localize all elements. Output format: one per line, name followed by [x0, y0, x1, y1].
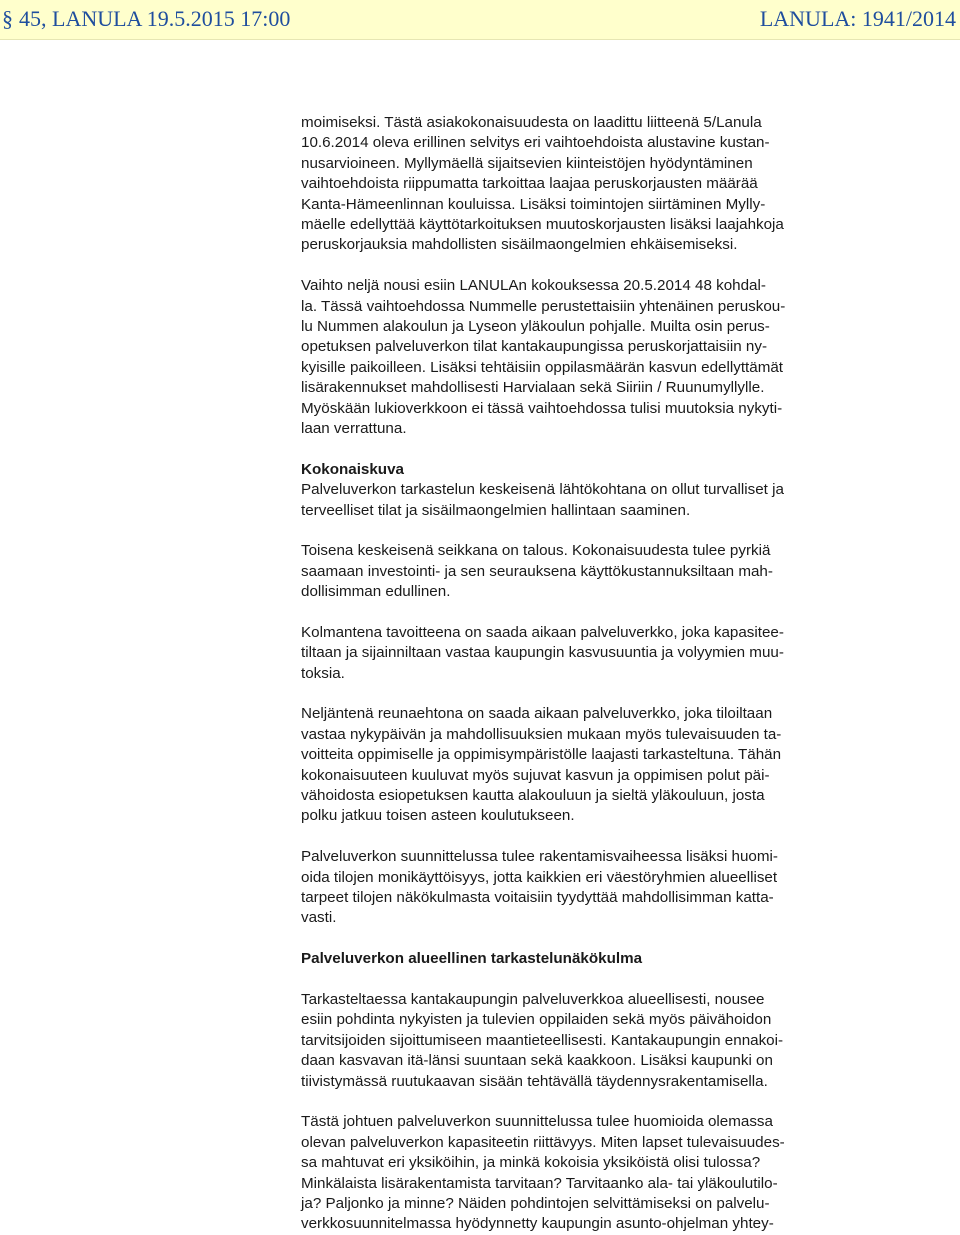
text-line: nusarvioineen. Myllymäellä sijaitsevien kiinteistöjen hyödyntäminen — [301, 154, 753, 172]
text-line: mäelle edellyttää käyttötarkoituksen muutoskorjausten lisäksi laajahkoja — [301, 216, 784, 234]
text-line: moimiseksi. Tästä asiakokonaisuudesta on laadittu liitteenä 5/Lanula — [301, 114, 762, 131]
text-line: kokonaisuuteen kuuluvat myös sujuvat kasvun ja oppimisen polut päi- — [301, 766, 770, 784]
header-left — [2, 6, 290, 32]
section-heading: Kokonaiskuva — [301, 460, 404, 478]
text-line: Palveluverkon suunnittelussa tulee rakentamisvaiheessa lisäksi huomi- — [301, 848, 778, 866]
text-line: tarpeet tilojen näkökulmasta voitaisiin tyydyttää mahdollisimman katta- — [301, 888, 774, 906]
text-line: Palveluverkon tarkastelun keskeisenä lähtökohtana on ollut turvalliset ja — [301, 481, 784, 499]
text-line: tiltaan ja sijainniltaan vastaa kaupungin kasvusuuntia ja volyymien muu- — [301, 644, 784, 662]
text-line: la. Tässä vaihtoehdossa Nummelle perustettaisiin yhtenäinen peruskou- — [301, 297, 786, 315]
text-line: Tarkasteltaessa kantakaupungin palveluverkkoa alueellisesti, nousee — [301, 990, 765, 1008]
text-line: Toisena keskeisenä seikkana on talous. Kokonaisuudesta tulee pyrkiä — [301, 542, 771, 560]
paragraph-9 — [301, 1112, 869, 1234]
text-line: Minkälaista lisärakentamista tarvitaan? Tarvitaanko ala- tai yläkoulutilo- — [301, 1174, 778, 1192]
paragraph-1 — [301, 113, 869, 256]
text-line: saamaan investointi- ja sen seurauksena käyttökustannuksiltaan mah- — [301, 562, 773, 580]
text-line: peruskorjauksia mahdollisten sisäilmaongelmien ehkäisemiseksi. — [301, 236, 738, 254]
text-line: verkkosuunnitelmassa hyödynnetty kaupungin asunto-ohjelman yhtey- — [301, 1215, 774, 1233]
page-header — [0, 0, 960, 40]
text-line: opetuksen palveluverkon tilat kantakaupungissa peruskorjattaisiin ny- — [301, 338, 768, 356]
text-line: oida tilojen monikäyttöisyys, jotta kaikkien eri väestöryhmien alueelliset — [301, 868, 778, 886]
section-kokonaiskuva — [301, 460, 869, 521]
text-line: tarvitsijoiden sijoittumiseen maantieteellisesti. Kantakaupungin ennakoi- — [301, 1031, 784, 1049]
text-line: vaihtoehdoista riippumatta tarkoittaa laajaa peruskorjausten määrää — [301, 175, 758, 193]
text-line: ja? Paljonko ja minne? Näiden pohdintojen selvittämiseksi on palvelu- — [301, 1195, 770, 1212]
text-line: Tästä johtuen palveluverkon suunnittelussa tulee huomioida olemassa — [301, 1113, 773, 1131]
text-line: voitteita oppimiselle ja oppimisympäristölle laajasti tarkasteltuna. Tähän — [301, 746, 782, 764]
text-line: dollisimman edullinen. — [301, 582, 451, 600]
text-line: tiivistymässä ruutukaavan sisään tehtävällä täydennysrakentamisella. — [301, 1072, 768, 1090]
section-heading-alueellinen — [301, 949, 869, 969]
paragraph-5 — [301, 623, 869, 684]
paragraph-7 — [301, 847, 869, 929]
text-line: terveelliset tilat ja sisäilmaongelmien hallintaan saaminen. — [301, 501, 691, 519]
text-line: sa mahtuvat eri yksiköihin, ja minkä kokoisia yksiköistä olisi tulossa? — [301, 1154, 761, 1172]
text-line: Vaihto neljä nousi esiin LANULAn kokouksessa 20.5.2014 48 kohdal- — [301, 277, 766, 295]
document-reference: LANULA: 1941/2014 — [759, 6, 956, 31]
text-line: lisärakennukset mahdollisesti Harvialaan sekä Siiriin / Ruunumyllylle. — [301, 379, 765, 397]
text-line: polku jatkuu toisen asteen koulutukseen. — [301, 807, 575, 825]
text-line: toksia. — [301, 664, 345, 682]
text-line: Myöskään lukioverkkoon ei tässä vaihtoehdossa tulisi muutoksia nykyti- — [301, 399, 783, 417]
text-line: daan kasvavan itä-länsi suuntaan sekä kaakkoon. Lisäksi kaupunki on — [301, 1052, 773, 1070]
text-line: lu Nummen alakoulun ja Lyseon yläkoulun pohjalle. Muilta osin perus- — [301, 318, 770, 336]
meeting-reference: 45, LANULA 19.5.2015 17:00 — [19, 6, 291, 31]
paragraph-2 — [301, 276, 869, 439]
document-body — [301, 113, 869, 1235]
section-icon: § — [2, 6, 13, 31]
text-line: Neljäntenä reunaehtona on saada aikaan palveluverkko, joka tiloiltaan — [301, 705, 773, 723]
text-line: vastaa nykypäivän ja mahdollisuuksien mukaan myös tulevaisuuden ta- — [301, 725, 782, 743]
text-line: kyisille paikoilleen. Lisäksi tehtäisiin oppilasmäärän kasvun edellyttämät — [301, 358, 784, 376]
text-line: vähoidosta esiopetuksen kautta alakouluun ja sieltä yläkouluun, josta — [301, 786, 765, 804]
text-line: esiin pohdinta nykyisten ja tulevien oppilaiden sekä myös päivähoidon — [301, 1011, 772, 1029]
paragraph-6 — [301, 704, 869, 826]
section-heading: Palveluverkon alueellinen tarkastelunäkökulma — [301, 950, 643, 968]
text-line: Kolmantena tavoitteena on saada aikaan palveluverkko, joka kapasitee- — [301, 623, 784, 641]
paragraph-4 — [301, 541, 869, 602]
text-line: vasti. — [301, 909, 337, 927]
text-line: olevan palveluverkon kapasiteetin riittävyys. Miten lapset tulevaisuudes- — [301, 1133, 785, 1151]
text-line: Kanta-Hämeenlinnan kouluissa. Lisäksi toimintojen siirtäminen Mylly- — [301, 195, 766, 213]
text-line: 10.6.2014 oleva erillinen selvitys eri vaihtoehdoista alustavine kustan- — [301, 134, 770, 152]
paragraph-8 — [301, 990, 869, 1092]
text-line: laan verrattuna. — [301, 420, 407, 438]
